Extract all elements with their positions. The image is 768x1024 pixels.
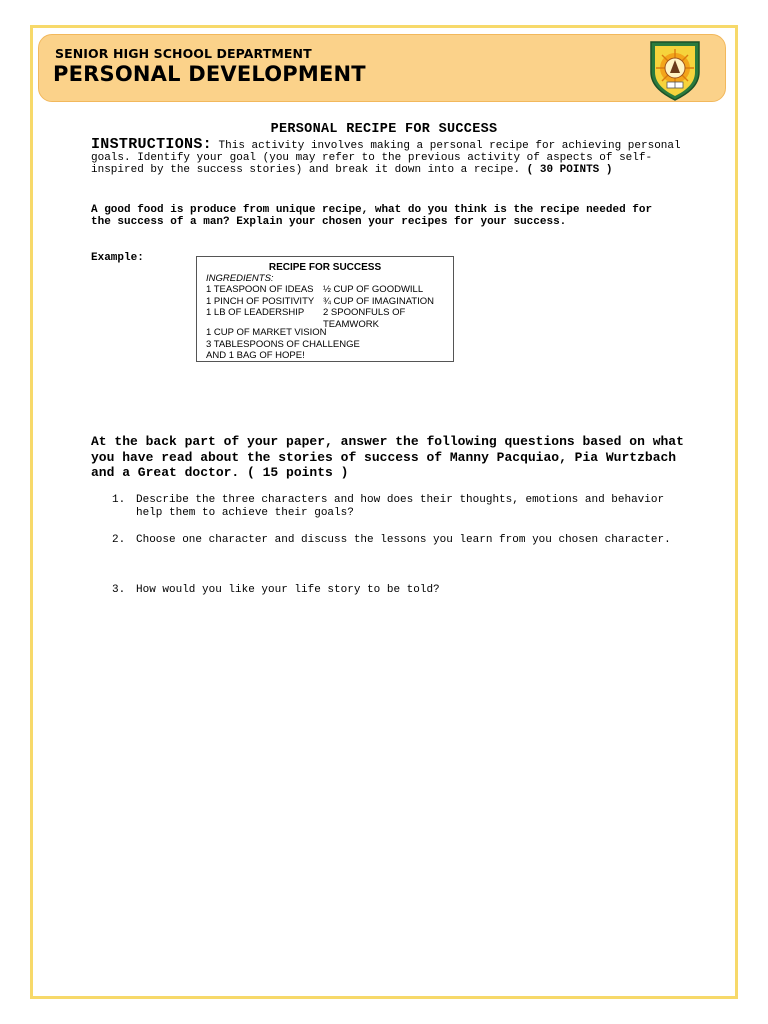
instructions [91,136,691,176]
instructions-points: ( 30 POINTS ) [526,164,613,176]
instructions-label: INSTRUCTIONS: [91,136,212,153]
ingredient-item: 3 TABLESPOONS OF CHALLENGE [206,338,360,350]
example-label: Example: [91,252,144,264]
ingredients-label: INGREDIENTS: [206,273,274,284]
ingredient-item: 1 TEASPOON OF IDEAS [206,284,314,295]
ingredient-item: ½ CUP OF GOODWILL [323,284,424,295]
ingredient-item: 1 PINCH OF POSITIVITY [206,295,315,307]
ingredient-item: 1 LB OF LEADERSHIP [206,307,305,318]
subject-title: PERSONAL DEVELOPMENT [53,62,366,86]
ingredients-bottom [206,327,360,362]
department-title: SENIOR HIGH SCHOOL DEPARTMENT [55,46,312,61]
question-text: How would you like your life story to be told? [136,584,440,596]
recipe-title: RECIPE FOR SUCCESS [268,262,382,273]
ingredient-item: TEAMWORK [323,318,379,330]
recipe-prompt: A good food is produce from unique recipe, what do you think is the recipe needed for the success of a man? Explain your chosen your recipes for your success. [91,204,653,228]
question-number: 2. [112,534,126,546]
ingredient-item: AND 1 BAG OF HOPE! [206,350,305,361]
ingredient-item: 1 CUP OF MARKET VISION [206,327,327,338]
recipe-example-box [196,256,454,362]
school-seal-icon [643,38,707,102]
ingredient-item: 2 SPOONFULS OF [323,307,406,318]
question-text: Choose one character and discuss the lessons you learn from you chosen character. [136,534,671,546]
question-text: Describe the three characters and how does their thoughts, emotions and behavior help them to achieve their goals? [136,494,665,519]
question-number: 3. [112,584,126,596]
document-title: PERSONAL RECIPE FOR SUCCESS [270,122,498,137]
question-number: 1. [112,494,126,506]
ingredients-right-column [323,284,434,330]
ingredients-left-column [206,284,314,319]
header-banner [38,34,726,102]
questions-intro: At the back part of your paper, answer the following questions based on what you have read about the stories of success of Manny Pacquiao, Pia Wurtzbach and a Great doctor. ( 15 points ) [91,434,684,480]
ingredient-item: ¾ CUP OF IMAGINATION [323,295,435,307]
instructions-text: This activity involves making a personal recipe for achieving personal goals. Identify your goal (you may refer to the previous activity of aspects of self- inspired by the success stories) and break it down into a recipe. [91,140,681,176]
